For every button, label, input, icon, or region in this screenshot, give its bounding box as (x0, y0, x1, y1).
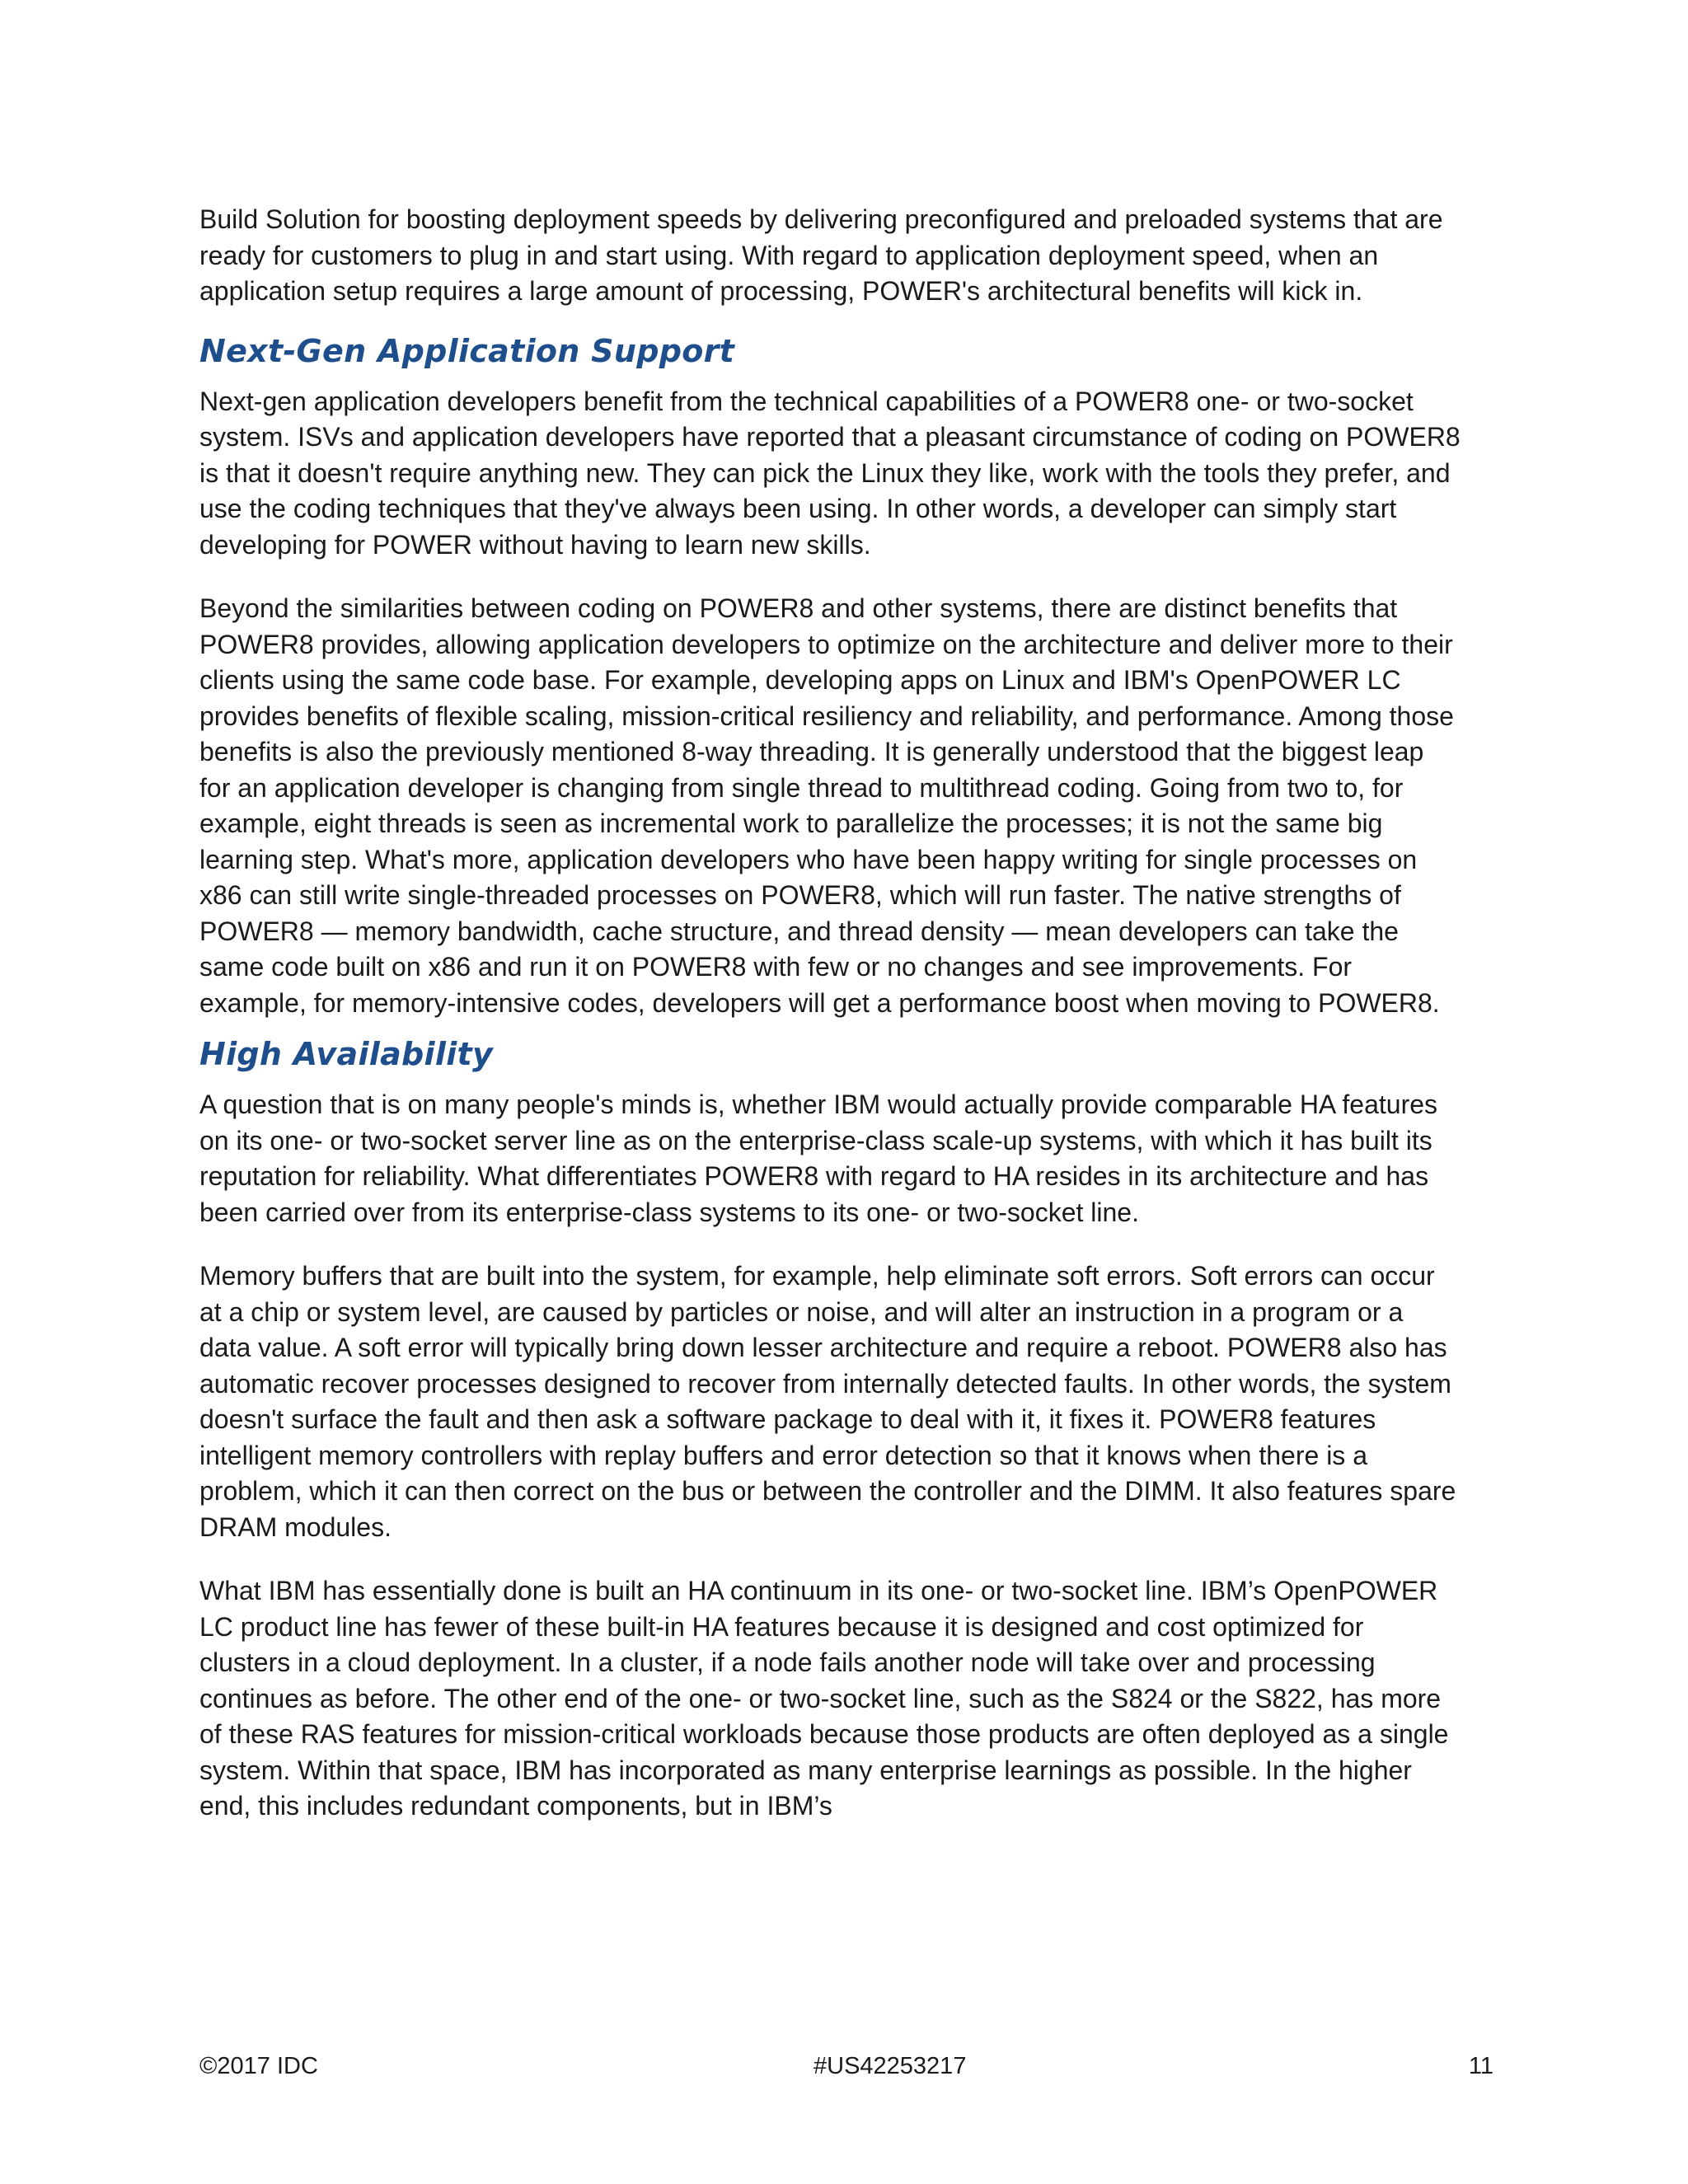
section-heading: High Availability (199, 1036, 494, 1072)
body-paragraph: Next-gen application developers benefit from the technical capabilities of a POWER8 one- or two-socket system. ISVs and application developers have reported that a pleasant circumstance of coding on POWER8 is that it doesn't require anything new. They can pick the Linux they like, work with the tools they prefer, and use the coding techniques that they've always been using. In other words, a developer can simply start developing for POWER without having to learn new skills. (199, 386, 1461, 560)
body-paragraph: A question that is on many people's minds is, whether IBM would actually provide comparable HA features on its one- or two-socket server line as on the enterprise-class scale-up systems, with which it has built its reputation for reliability. What differentiates POWER8 with regard to HA resides in its architecture and has been carried over from its enterprise-class systems to its one- or two-socket line. (199, 1090, 1438, 1227)
section-heading: Next-Gen Application Support (199, 332, 735, 369)
page-footer (199, 2050, 1493, 2083)
section-next-gen-application-support (199, 331, 1461, 1022)
body-paragraph: Memory buffers that are built into the system, for example, help eliminate soft errors. Soft errors can occur at a chip or system level, are caused by particles or noise, and will alter an instruction in a program or a data value. A soft error will typically bring down lesser architecture and require a reboot. POWER8 also has automatic recover processes designed to recover from internally detected faults. In other words, the system doesn't surface the fault and then ask a software package to deal with it, it fixes it. POWER8 features intelligent memory controllers with replay buffers and error detection so that it knows when there is a problem, which it can then correct on the bus or between the controller and the DIMM. It also features spare DRAM modules. (199, 1261, 1456, 1542)
footer-document-id: #US42253217 (814, 2053, 967, 2079)
footer-copyright: ©2017 IDC (199, 2053, 318, 2079)
document-body (199, 202, 1461, 1825)
body-paragraph: Beyond the similarities between coding on POWER8 and other systems, there are distinct benefits that POWER8 provides, allowing application developers to optimize on the architecture and deliver more to their clients using the same code base. For example, developing apps on Linux and IBM's OpenPOWER LC provides benefits of flexible scaling, mission-critical resiliency and reliability, and performance. Among those benefits is also the previously mentioned 8-way threading. It is generally understood that the biggest leap for an application developer is changing from single thread to multithread coding. Going from two to, for example, eight threads is seen as incremental work to parallelize the processes; it is not the same big learning step. What's more, application developers who have been happy writing for single processes on x86 can still write single-threaded processes on POWER8, which will run faster. The native strengths of POWER8 — memory bandwidth, cache structure, and thread density — mean developers can take the same code built on x86 and run it on POWER8 with few or no changes and see improvements. For example, for memory-intensive codes, developers will get a performance boost when moving to POWER8. (199, 593, 1454, 1018)
intro-paragraph: Build Solution for boosting deployment speeds by delivering preconfigured and preloaded systems that are ready for customers to plug in and start using. With regard to application deployment speed, when an application setup requires a large amount of processing, POWER's architectural benefits will kick in. (199, 204, 1443, 306)
body-paragraph: What IBM has essentially done is built an HA continuum in its one- or two-socket line. IBM’s OpenPOWER LC product line has fewer of these built-in HA features because it is designed and cost optimized for clusters in a cloud deployment. In a cluster, if a node fails another node will take over and processing continues as before. The other end of the one- or two-socket line, such as the S824 or the S822, has more of these RAS features for mission-critical workloads because those products are often deployed as a single system. Within that space, IBM has incorporated as many enterprise learnings as possible. In the higher end, this includes redundant components, but in IBM’s (199, 1576, 1449, 1821)
footer-page-number: 11 (1468, 2053, 1493, 2079)
section-high-availability (199, 1034, 1461, 1825)
